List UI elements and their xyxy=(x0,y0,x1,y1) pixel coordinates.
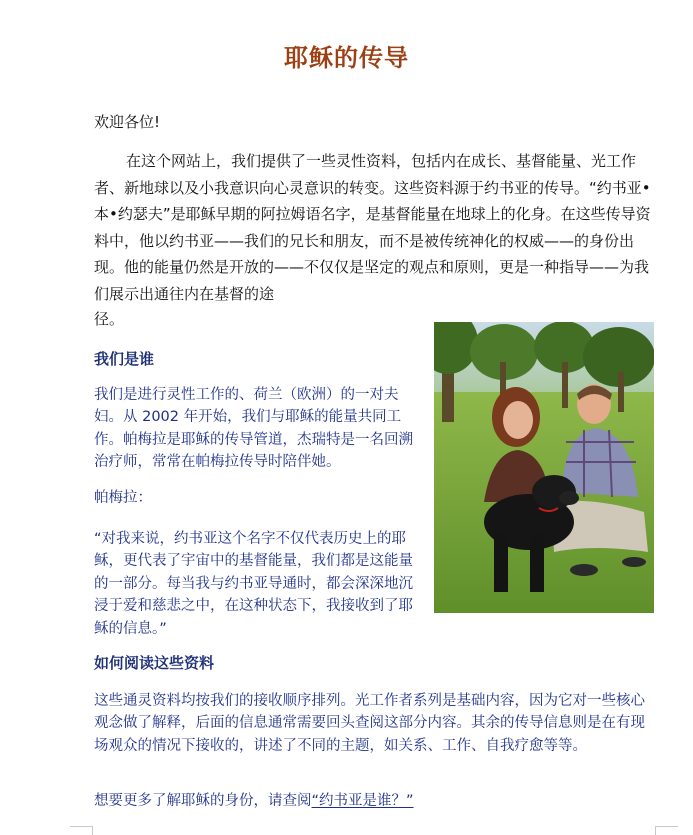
who-is-joshua-link[interactable]: “约书亚是谁？” xyxy=(311,793,414,809)
quote-paragraph: “对我来说，约书亚这个名字不仅代表历史上的耶稣，更代表了宇宙中的基督能量，我们都是这能量的一部分。每当我与约书亚导通时，都会深深地沉浸于爱和慈悲之中，在这种状态下，我接收到了耶稣的信息。” xyxy=(94,531,413,637)
read-paragraph: 这些通灵资料均按我们的接收顺序排列。光工作者系列是基础内容，因为它对一些核心观念做了解释，后面的信息通常需要回头查阅这部分内容。其余的传导信息则是在有现场观众的情况下接收的，讲述了不同的主题，如关系、工作、自我疗愈等等。 xyxy=(94,693,645,754)
read-heading: 如何阅读这些资料 xyxy=(94,654,215,672)
intro-paragraph-tail: 径。 xyxy=(94,310,125,328)
who-paragraph: 我们是进行灵性工作的、荷兰（欧洲）的一对夫妇。从 2002 年开始，我们与耶稣的能量共同工作。帕梅拉是耶稣的传导管道，杰瑞特是一名回溯治疗师，常常在帕梅拉传导时陪伴她。 xyxy=(94,387,413,471)
intro-paragraph: 在这个网站上，我们提供了一些灵性资料，包括内在成长、基督能量、光工作者、新地球以及小我意识向心灵意识的转变。这些资料源于约书亚的传导。“约书亚•本•约瑟夫”是耶稣早期的阿拉姆语名字，是基督能量在地球上的化身。在这些传导资料中，他以约书亚——我们的兄长和朋友，而不是被传统神化的权威——的身份出现。他的能量仍然是开放的——不仅仅是坚定的观点和原则，更是一种指导——为我们展示出通往内在基督的途 xyxy=(94,152,651,303)
page-title: 耶稣的传导 xyxy=(284,43,409,72)
couple-with-dog-photo xyxy=(434,322,654,613)
who-heading: 我们是谁 xyxy=(94,350,155,368)
welcome-text: 欢迎各位! xyxy=(94,113,161,131)
more-info-line xyxy=(94,790,414,812)
photo-illustration xyxy=(434,322,654,613)
speaker-label: 帕梅拉： xyxy=(94,490,152,506)
more-info-text: 想要更多了解耶稣的身份，请查阅 xyxy=(94,793,312,809)
